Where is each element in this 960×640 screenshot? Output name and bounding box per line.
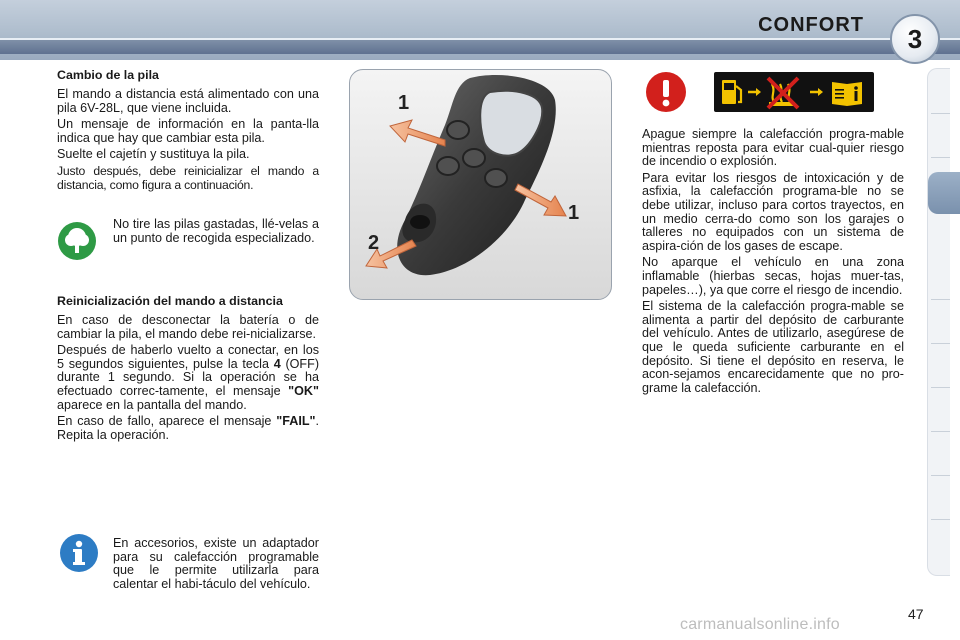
reset-text: Después de haberlo vuelto a conectar, en los 5 segundos siguientes, pulse la tecla [57,343,319,371]
arrow-right-icon [810,88,823,96]
tab-divider [931,343,950,344]
safety-pictogram-strip [714,72,874,112]
battery-paragraph: Suelte el cajetín y sustituya la pila. [57,147,250,162]
tree-icon [58,222,96,260]
reset-key: 4 [273,356,281,371]
battery-paragraph: Justo después, debe reinicializar el mando a distancia, como figura a continuación. [57,163,319,192]
arrow-1-top [390,120,445,146]
callout-1-top: 1 [398,92,410,114]
remote-control-picture [349,69,612,300]
battery-paragraph: El mando a distancia está alimentado con una pila 6V-28L, que viene incluida. [57,87,319,115]
environment-note-block [113,218,319,248]
reset-ok-message: "OK" [288,383,319,398]
reset-text: . Repita la operación. [57,414,320,442]
reset-text: En caso de fallo, aparece el mensaje [57,414,272,429]
chapter-badge: 3 [890,14,940,64]
tab-divider [931,299,950,300]
tab-divider [931,431,950,432]
accessory-note: En accesorios, existe un adaptador para su calefacción programable que le permite utilizarla para calentar el habi-táculo del vehículo. [113,536,319,591]
fuel-pump-icon [722,80,741,104]
accessory-note-block [113,537,319,594]
section-title: CONFORT [758,14,864,36]
callout-1-right: 1 [568,202,580,224]
battery-slot [410,215,430,229]
exclamation-icon [646,72,686,112]
remote-button [447,121,469,139]
tab-divider [931,519,950,520]
safety-paragraph: Para evitar los riesgos de intoxicación y de asfixia, la calefacción programa-ble no se debe utilizar, incluso para cortos trayectos, en un medio cerra-do como son los garajes o talleres no equipados con un sistema de aspira-ción de los gases de escape. [642,170,904,253]
manual-book-icon [832,82,862,106]
reset-heading: Reinicialización del mando a distancia [57,294,283,308]
safety-paragraph: El sistema de la calefacción progra-mable se alimenta a partir del depósito de carburante del vehículo. Antes de utilizarlo, asegúrese de que le queda suficiente carburante en el depósito. Si tiene el depósito en reserva, le acon-sejamos encarecidamente que no pro-grame la calefacción. [642,299,904,395]
environment-note: No tire las pilas gastadas, llé-velas a un punto de recogida especializado. [113,217,319,245]
reset-paragraph [57,344,319,412]
remote-control-illustration [350,70,611,299]
watermark: carmanualsonline.info [680,616,840,633]
info-icon [60,534,98,572]
callout-2: 2 [368,232,380,254]
arrow-right-icon [748,88,761,96]
reset-fail-message: "FAIL" [276,414,316,429]
remote-button [437,157,459,175]
active-chapter-tab[interactable] [928,172,960,214]
safety-warning-section [642,128,904,398]
reset-text: (OFF) durante 1 segundo. Si la operación se ha efectuado correc-tamente, el mensaje [57,356,320,398]
tab-divider [931,387,950,388]
safety-paragraph: Apague siempre la calefacción progra-mable mientras reposta para evitar cual-quier riesgo de incendio o explosión. [642,127,904,169]
tab-divider [931,475,950,476]
battery-section [57,68,319,195]
remote-button [463,149,485,167]
tab-divider [931,113,950,114]
reset-text: aparece en la pantalla del mando. [57,397,247,412]
reset-paragraph [57,415,319,442]
tab-divider [931,157,950,158]
page-number: 47 [908,606,924,622]
page-header [0,0,960,60]
battery-paragraph: Un mensaje de información en la panta-lla indica que hay que cambiar esta pila. [57,117,319,145]
header-swoosh [0,38,960,54]
reset-paragraph: En caso de desconectar la batería o de cambiar la pila, el mando debe rei-nicializarse. [57,313,319,341]
heater-off-icon [768,78,798,108]
safety-paragraph: No aparque el vehículo en una zona inflamable (hierbas secas, hojas muer-tas, papeles…), ya que corre el riesgo de incendio. [642,255,904,297]
chapter-tab-rail[interactable] [927,68,950,576]
remote-button [485,169,507,187]
battery-heading: Cambio de la pila [57,68,159,82]
reset-section [57,294,319,445]
